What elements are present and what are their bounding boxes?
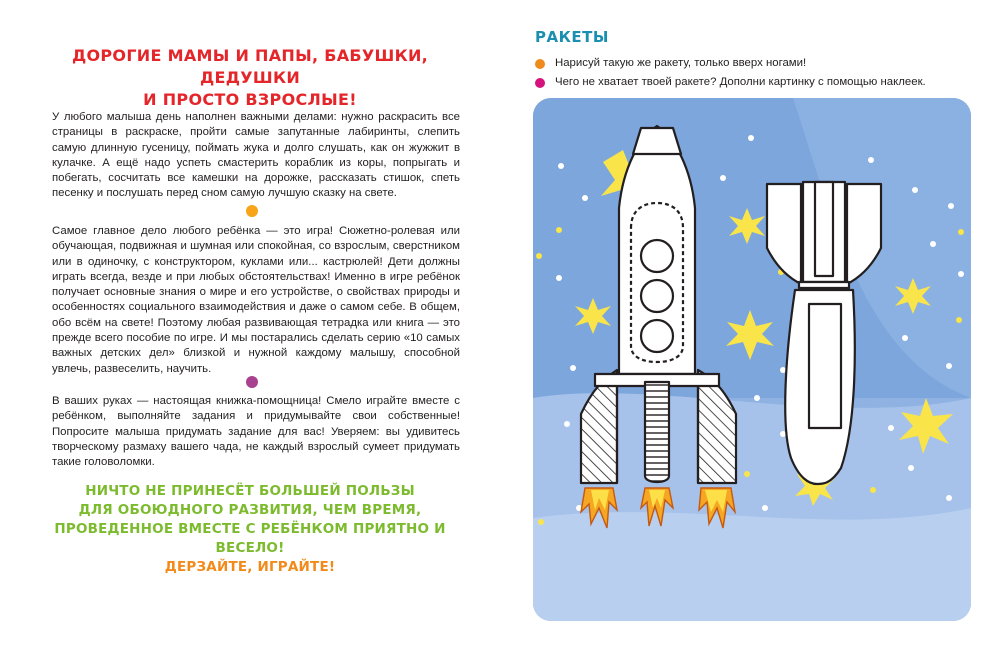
task-2-text: Чего не хватает твоей ракете? Дополни картинку с помощью наклеек. [555, 76, 926, 88]
purple-dot-divider [246, 376, 258, 388]
orange-bullet-icon [535, 59, 545, 69]
closing-line-2: ДЛЯ ОБОЮДНОГО РАЗВИТИЯ, ЧЕМ ВРЕМЯ, [78, 502, 422, 518]
closing-line-1: НИЧТО НЕ ПРИНЕСЁТ БОЛЬШЕЙ ПОЛЬЗЫ [85, 483, 415, 499]
magenta-bullet-icon [535, 78, 545, 88]
title-line-1: ДОРОГИЕ МАМЫ И ПАПЫ, БАБУШКИ, ДЕДУШКИ [71, 46, 429, 87]
orange-dot-divider [246, 205, 258, 217]
paragraph-3: В ваших руках — настоящая книжка-помощница! Смело играйте вместе с ребёнком, выполняйте задания и придумывайте свои собственные! Попросите малыша придумать задание для вас! Уверяем: вы удивитесь творческому размаху вашего чада, не каждый взрослый сумеет придумать такие головоломки. [52, 395, 460, 469]
closing-line-3: ПРОВЕДЕННОЕ ВМЕСТЕ С РЕБЁНКОМ ПРИЯТНО И ВЕСЕЛО! [54, 521, 446, 556]
right-page [500, 0, 1001, 660]
space-scene [533, 98, 971, 621]
title-line-2: И ПРОСТО ВЗРОСЛЫЕ! [143, 90, 357, 109]
rocket-illustration [533, 98, 971, 621]
paragraph-2: Самое главное дело любого ребёнка — это игра! Сюжетно-ролевая или обучающая, подвижная и шумная или спокойная, со взрослым, сверстником или в одиночку, с конструктором, куклами или... кастрюлей! Дети должны играть всегда, везде и при любых обстоятельствах! Именно в игре ребёнок получает основные знания о мире и его устройстве, о свойствах природы и особенностях социального взаимодействия и даже о самом себе. В общем, обо всём на свете! Поэтому любая развивающая тетрадка или книга — это прежде всего пособие по игре. И мы постарались сделать серию «10 самых важных детских дел» близкой и нужной каждому малышу, способной увлечь, развеселить, научить. [52, 225, 460, 375]
left-page [0, 0, 500, 660]
closing-line-4: ДЕРЗАЙТЕ, ИГРАЙТЕ! [164, 559, 336, 575]
section-title: РАКЕТЫ [535, 28, 609, 46]
task-1-text: Нарисуй такую же ракету, только вверх ногами! [555, 57, 807, 69]
task-1 [535, 56, 806, 71]
paragraph-1: У любого малыша день наполнен важными делами: нужно раскрасить все страницы в раскраске, пройти самые запутанные лабиринты, слепить самую длинную гусеницу, поймать жука и долго слушать, как он жужжит в кулачке. А ещё надо успеть смастерить кораблик из коры, попрыгать и побегать, сосчитать все камешки на дорожке, рассказать стишок, спеть песенку и послушать перед сном самую лучшую сказку на свете. [52, 111, 460, 200]
closing-message [40, 482, 460, 577]
task-2 [535, 75, 926, 90]
page-title [40, 45, 460, 111]
